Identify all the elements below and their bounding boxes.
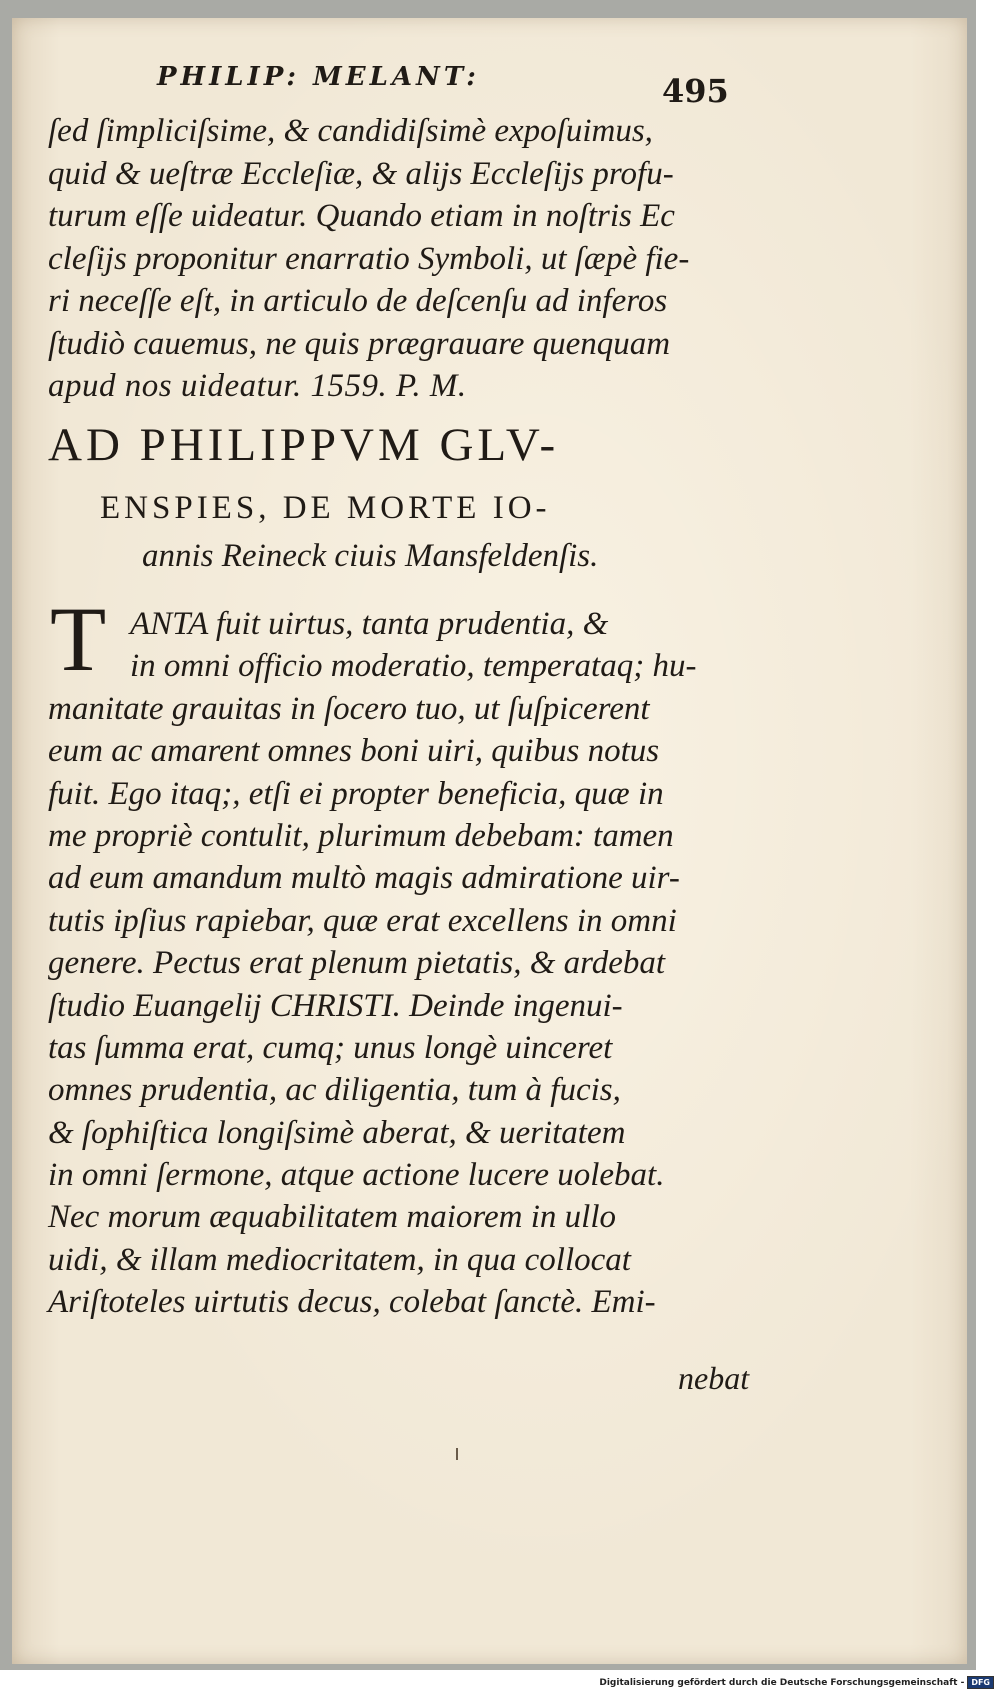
catchword: nebat [678,1360,750,1396]
letter-heading-line-1: AD PHILIPPVM GLV- [48,419,560,471]
text-line: ri neceſſe eſt, in articulo de deſcenſu ad inferos [48,283,668,319]
text-line: cleſijs proponitur enarratio Symboli, ut ſæpè fie- [48,240,690,277]
text-line: omnes prudentia, ac diligentia, tum à fucis, [48,1072,621,1109]
text-line: uidi, & illam mediocritatem, in qua collocat [48,1241,631,1278]
running-head: PHILIP: MELANT: [157,62,480,92]
text-line: in omni officio moderatio, temperataq; hu- [130,648,697,685]
book-page [12,18,967,1664]
page-number: 495 [662,72,729,110]
digitization-footer [0,1676,994,1689]
footer-credit-text: Digitalisierung gefördert durch die Deutsche Forschungsgemeinschaft - [599,1678,965,1688]
text-line: ad eum amandum multò magis admiratione uir- [48,860,680,897]
text-line: tutis ipſius rapiebar, quæ erat excellens in omni [48,902,677,939]
text-line: eum ac amarent omnes boni uiri, quibus notus [48,733,660,770]
letter-heading-line-2: ENSPIES, DE MORTE IO- [100,490,551,526]
text-line-signature: apud nos uideatur. 1559. P. M. [48,368,467,404]
text-line: tas ſumma erat, cumq; unus longè uinceret [48,1029,613,1066]
text-line: quid & ueſtræ Eccleſiæ, & alijs Eccleſijs profu- [48,155,674,192]
text-line: fuit. Ego itaq;, etſi ei propter beneficia, quæ in [48,775,664,812]
text-line: ſed ſimpliciſsime, & candidiſsimè expoſuimus, [48,113,653,149]
letter-heading-line-3: annis Reineck ciuis Mansfeldenſis. [142,538,599,574]
paragraph-letter-ending [48,110,748,408]
text-line: ſtudio Euangelij CHRISTI. Deinde ingenui- [48,987,623,1024]
text-line: me propriè contulit, plurimum debebam: tamen [48,817,674,854]
text-line: manitate grauitas in ſocero tuo, ut ſuſpicerent [48,690,650,727]
dfg-logo: DFG [967,1676,994,1689]
ink-speck [456,1448,458,1460]
text-line: genere. Pectus erat plenum pietatis, & ardebat [48,945,666,982]
text-line: turum eſſe uideatur. Quando etiam in noſtris Ec [48,198,675,234]
text-line: Ariſtoteles uirtutis decus, colebat ſanctè. Emi- [48,1284,656,1321]
drop-cap: T [50,588,107,690]
text-line: Nec morum æquabilitatem maiorem in ullo [48,1199,616,1236]
text-line: ſtudiò cauemus, ne quis prægrauare quenquam [48,325,671,362]
text-line: ANTA fuit uirtus, tanta prudentia, & [130,606,609,642]
paragraph-letter-body [48,603,748,1324]
text-line: in omni ſermone, atque actione lucere uolebat. [48,1157,665,1194]
text-line: & ſophiſtica longiſsimè aberat, & ueritatem [48,1114,626,1151]
